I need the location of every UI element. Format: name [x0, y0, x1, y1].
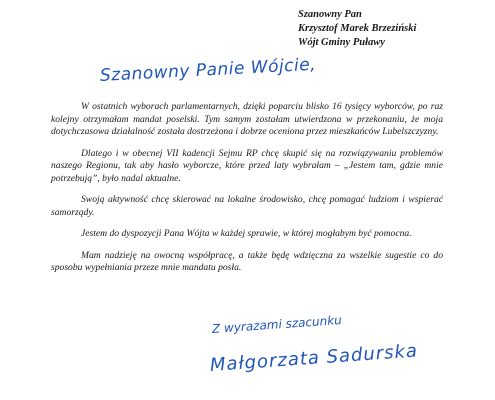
handwritten-salutation: Szanowny Panie Wójcie, — [99, 54, 317, 86]
recipient-block — [298, 8, 416, 50]
recipient-name: Krzysztof Marek Brzeziński — [298, 23, 417, 34]
letter-body — [51, 101, 443, 284]
paragraph-5: Mam nadzieję na owocną współpracę, a także będę wdzięczna za wszelkie sugestie co do sposobu wypełniania przeze mnie mandatu posła. — [51, 249, 443, 273]
handwritten-signature: Małgorzata Sadurska — [209, 340, 419, 376]
recipient-position: Wójt Gminy Puławy — [298, 37, 385, 48]
paragraph-1: W ostatnich wyborach parlamentarnych, dzięki poparciu blisko 16 tysięcy wyborców, po raz kolejny otrzymałam mandat poselski. Tym samym zostałam utwierdzona w przekonaniu, że moja dotychczasowa działalność została dostrzeżona i dobrze oceniona przez mieszkańców Lubelszczyzny. — [51, 101, 443, 137]
paragraph-3: Swoją aktywność chcę skierować na lokalne środowisko, chcę pomagać ludziom i wspierać samorządy. — [51, 194, 443, 218]
paragraph-2: Dlatego i w obecnej VII kadencji Sejmu RP chcę skupić się na rozwiązywaniu problemów naszego Regionu, tak aby hasło wyborcze, które przed laty wybrałam – „Jestem tam, gdzie mnie potrzebują”, było nadal aktualne. — [51, 147, 443, 184]
paragraph-4: Jestem do dyspozycji Pana Wójta w każdej sprawie, w której mogłabym być pomocna. — [81, 228, 412, 239]
handwritten-closing: Z wyrazami szacunku — [211, 312, 343, 336]
recipient-title: Szanowny Pan — [298, 9, 362, 20]
